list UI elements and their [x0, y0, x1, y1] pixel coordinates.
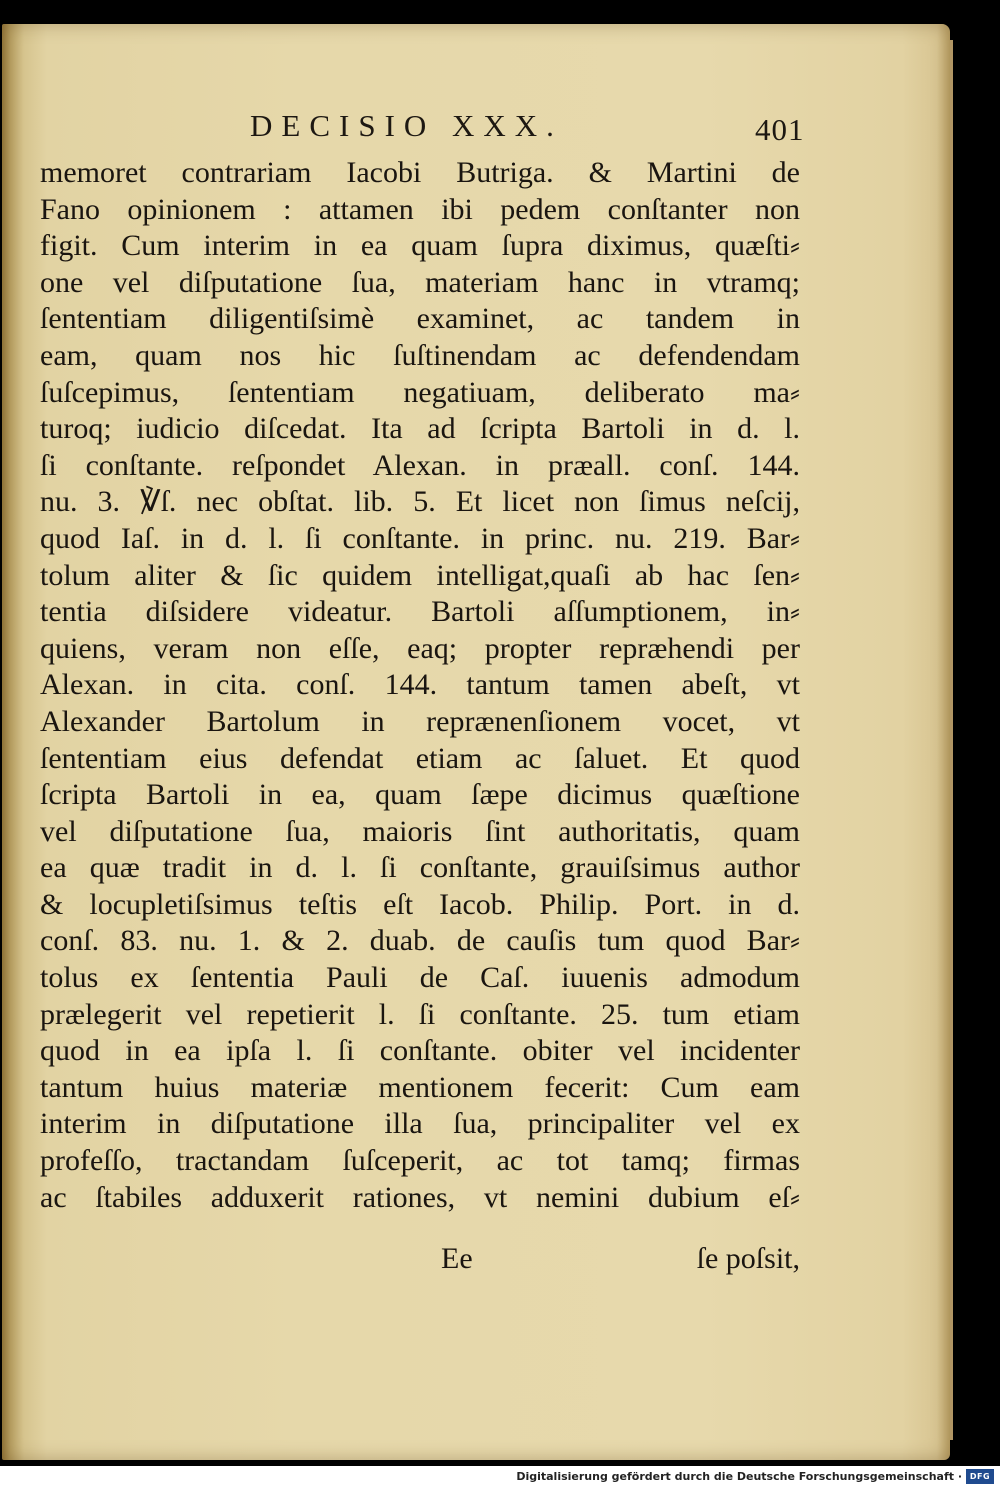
text-line: Fano opinionem : attamen ibi pedem conſtanter non [40, 192, 800, 226]
text-line: quod in ea ipſa l. ſi conſtante. obiter vel incidenter [40, 1034, 800, 1068]
text-line: one vel diſputatione ſua, materiam hanc in vtramq; [40, 265, 800, 299]
text-line: tolum aliter & ſic quidem intelligat,quaſi ab hac ſen⸗ [40, 558, 800, 592]
text-line: memoret contrariam Iacobi Butriga. & Martini de [40, 156, 800, 189]
text-line: tantum huius materiæ mentionem fecerit: Cum eam [40, 1070, 800, 1104]
catchword: ſe poſsit, [696, 1242, 800, 1275]
text-line: tentia diſsidere videatur. Bartoli aſſumptionem, in⸗ [40, 595, 800, 629]
text-line: ſcripta Bartoli in ea, quam ſæpe dicimus quæſtione [40, 778, 800, 812]
text-line: ſi conſtante. reſpondet Alexan. in præall. conſ. 144. [40, 448, 800, 482]
text-line: figit. Cum interim in ea quam ſupra diximus, quæſti⸗ [40, 229, 800, 263]
text-line: ea quæ tradit in d. l. ſi conſtante, grauiſsimus author [40, 851, 800, 885]
text-line: vel diſputatione ſua, maioris ſint authoritatis, quam [40, 814, 800, 848]
catch-line [40, 1242, 800, 1279]
text-line: prælegerit vel repetierit l. ſi conſtante. 25. tum etiam [40, 997, 800, 1031]
text-line: quiens, veram non eſſe, eaq; propter repræhendi per [40, 631, 800, 665]
signature-mark: Ee [441, 1242, 473, 1275]
text-line: ſuſcepimus, ſententiam negatiuam, deliberato ma⸗ [40, 375, 800, 409]
body-text [40, 155, 800, 1216]
text-line: ſententiam diligentiſsimè examinet, ac tandem in [40, 302, 800, 336]
digitization-credit: Digitalisierung gefördert durch die Deutsche Forschungsgemeinschaft · [516, 1470, 962, 1483]
text-line: & locupletiſsimus teſtis eſt Iacob. Philip. Port. in d. [40, 887, 800, 921]
text-line: profeſſo, tractandam ſuſceperit, ac tot tamq; firmas [40, 1144, 800, 1178]
page-edge [950, 40, 953, 1440]
running-head: DECISIO XXX. [250, 108, 563, 143]
text-line: Alexander Bartolum in reprænenſionem vocet, vt [40, 704, 800, 738]
dfg-logo: DFG [966, 1469, 994, 1484]
text-line: tolus ex ſententia Pauli de Caſ. iuuenis admodum [40, 961, 800, 995]
text-line: Alexan. in cita. conſ. 144. tantum tamen abeſt, vt [40, 668, 800, 702]
footer-bar [0, 1466, 1000, 1489]
text-line: turoq; iudicio diſcedat. Ita ad ſcripta Bartoli in d. l. [40, 412, 800, 446]
text-line: ſententiam eius defendat etiam ac ſaluet. Et quod [40, 741, 800, 775]
text-line: eam, quam nos hic ſuſtinendam ac defendendam [40, 338, 800, 372]
text-line: interim in diſputatione illa ſua, principaliter vel ex [40, 1107, 800, 1141]
text-line: quod Iaſ. in d. l. ſi conſtante. in princ. nu. 219. Bar⸗ [40, 521, 800, 555]
page-number: 401 [755, 112, 805, 147]
text-line: ac ſtabiles adduxerit rationes, vt nemini dubium eſ⸗ [40, 1180, 800, 1214]
text-line: nu. 3. ℣ſ. nec obſtat. lib. 5. Et licet non ſimus neſcij, [40, 485, 800, 519]
text-line: conſ. 83. nu. 1. & 2. duab. de cauſis tum quod Bar⸗ [40, 924, 800, 958]
